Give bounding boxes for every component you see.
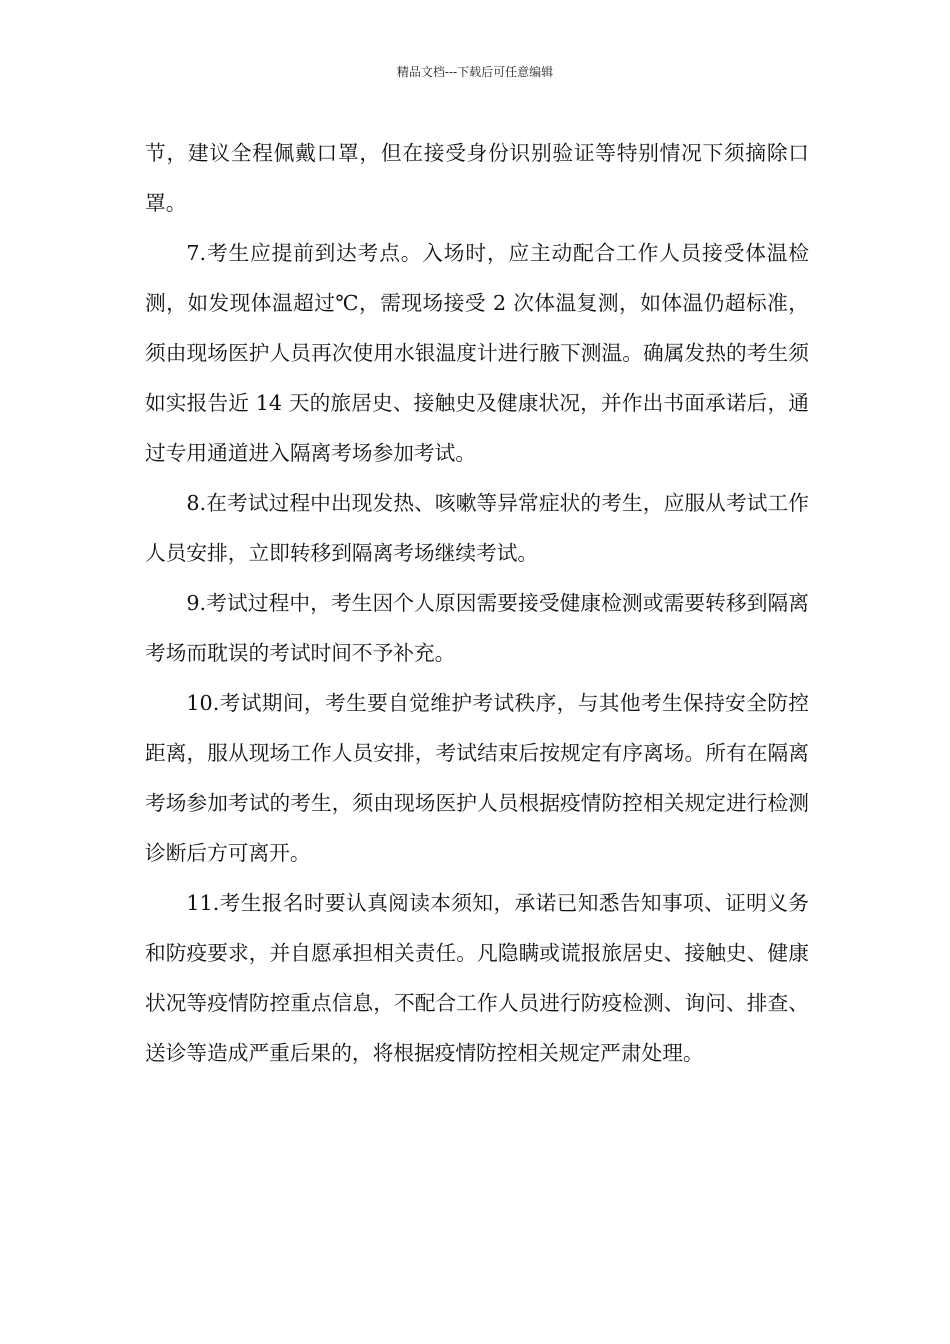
paragraph-item-8: 8.在考试过程中出现发热、咳嗽等异常症状的考生，应服从考试工作人员安排，立即转移到隔离考场继续考试。 xyxy=(145,491,809,565)
paragraph-item-11: 11.考生报名时要认真阅读本须知，承诺已知悉告知事项、证明义务和防疫要求，并自愿承担相关责任。凡隐瞒或谎报旅居史、接触史、健康状况等疫情防控重点信息，不配合工作人员进行防疫检测、询问、排查、送诊等造成严重后果的，将根据疫情防控相关规定严肃处理。 xyxy=(145,891,809,1065)
paragraph-continuation: 节，建议全程佩戴口罩，但在接受身份识别验证等特别情况下须摘除口罩。 xyxy=(145,141,809,215)
paragraph-item-7: 7.考生应提前到达考点。入场时，应主动配合工作人员接受体温检测，如发现体温超过℃，需现场接受 2 次体温复测，如体温仍超标准，须由现场医护人员再次使用水银温度计进行腋下测温。确属发热的考生须如实报告近 14 天的旅居史、接触史及健康状况，并作出书面承诺后，通过专用通道进入隔离考场参加考试。 xyxy=(145,241,809,465)
page-header: 精品文档---下载后可任意编辑 xyxy=(396,65,554,79)
document-body xyxy=(145,128,809,1078)
paragraph-item-9: 9.考试过程中，考生因个人原因需要接受健康检测或需要转移到隔离考场而耽误的考试时间不予补充。 xyxy=(145,591,809,665)
paragraph-item-10: 10.考试期间，考生要自觉维护考试秩序，与其他考生保持安全防控距离，服从现场工作人员安排，考试结束后按规定有序离场。所有在隔离考场参加考试的考生，须由现场医护人员根据疫情防控相关规定进行检测诊断后方可离开。 xyxy=(145,691,809,865)
